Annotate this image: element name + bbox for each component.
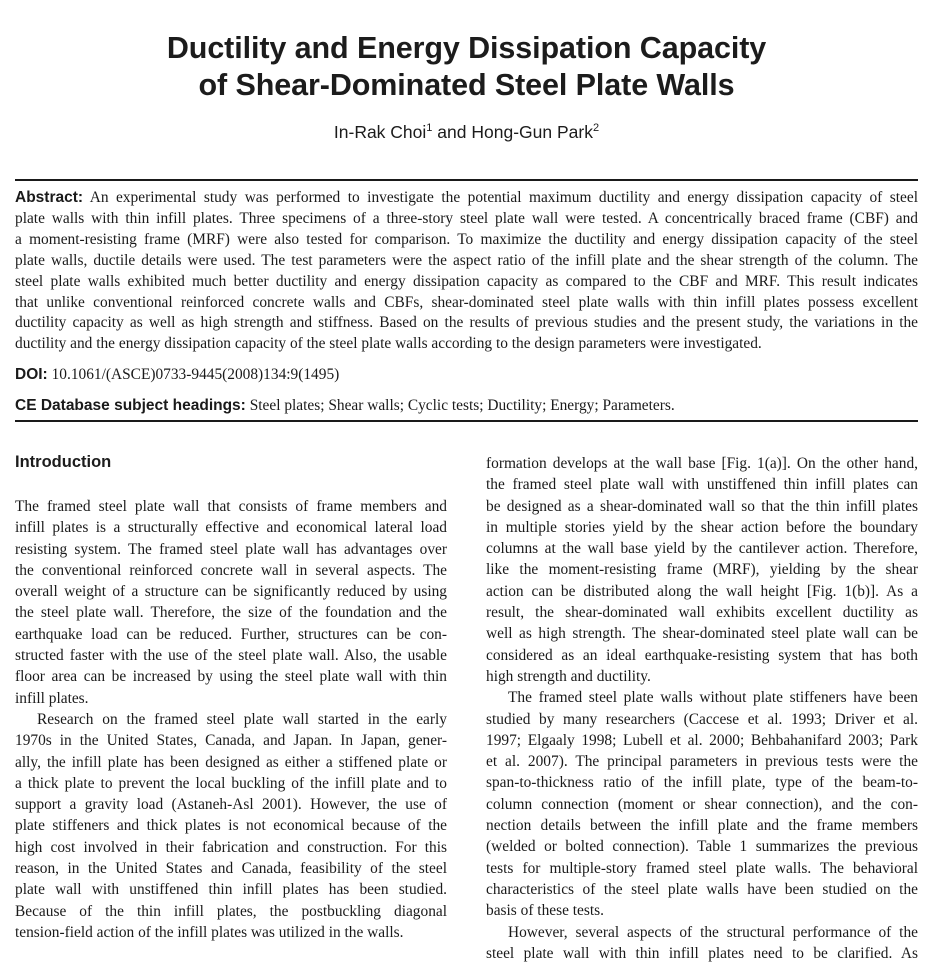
body-line: Research on the framed steel plate wall started in the early [37,710,447,728]
top-divider [15,179,918,181]
body-line: tests for multiple-story framed steel plate walls. The behavioral [486,859,918,877]
body-line: span-to-thickness ratio of the infill plate, type of the beam-to- [486,774,918,792]
abstract-line-text: that unlike conventional reinforced concrete walls and CBFs, shear-dominated steel plate walls with thin infill plates possess excellent [15,293,918,311]
body-line: Because of the thin infill plates, the postbuckling diagonal [15,902,447,920]
abstract-line-text: a moment-resisting frame (MRF) were also tested for comparison. To maximize the ductility and energy dissipation capacity of the steel [15,230,918,248]
abstract-line [15,313,918,334]
body-line: plate wall with unstiffened thin infill plates has been studied. [15,881,447,899]
body-line: reason, in the United States and Canada, feasibility of the steel [15,860,447,878]
subject-headings-value: Steel plates; Shear walls; Cyclic tests; Ductility; Energy; Parameters. [249,397,675,414]
doi-line [15,364,918,385]
body-line: in multiple stories yield by the shear action before the boundary [486,518,918,536]
author-conjunction: and [437,122,467,142]
body-line: (welded or bolted connection). Table 1 summarizes the previous [486,838,918,856]
body-line: basis of these tests. [486,902,604,920]
author-name: In-Rak Choi [333,122,427,142]
bottom-divider [15,420,918,422]
abstract-label: Abstract: [15,189,84,206]
body-line: result, the shear-dominated wall exhibits excellent ductility as [486,604,918,622]
body-paragraph [486,453,918,687]
body-line: steel plate wall with thin infill plates need to be clarified. As [486,944,918,962]
abstract-line [15,251,918,272]
affiliation-mark: 1 [426,122,433,134]
body-line: considered as an ideal earthquake-resisting system that has both [486,646,918,664]
body-line: the steel plate wall. Therefore, the size of the foundation and the [15,604,447,622]
body-line: The framed steel plate walls without plate stiffeners have been [508,689,918,707]
body-line: high strength and ductility. [486,667,651,685]
body-line: earthquake load can be reduced. Further, structures can be con- [15,625,447,643]
body-line: the framed steel plate wall with unstiffened thin infill plates can [486,476,918,494]
body-line: a thick plate to prevent the local buckling of the infill plate and to [15,774,447,792]
abstract-line-text: steel plate walls exhibited much better ductility and energy dissipation capacity as compared to the CBF and MRF. This result indicates [15,272,918,290]
right-column [486,453,918,964]
abstract-line-text: ductility and the energy dissipation capacity of the steel plate walls according to the design parameters were investigated. [15,335,762,353]
abstract-line [15,293,918,314]
body-line: overall weight of a structure can be significantly reduced by using [15,583,447,601]
body-line: resisting system. The framed steel plate wall has advantages over [15,540,447,558]
body-paragraph [486,922,918,964]
body-line: ally, the infill plate has been designed as either a stiffened plate or [15,753,447,771]
abstract-line [15,209,918,230]
abstract-line [15,188,918,209]
abstract-line [15,272,918,293]
body-line: columns at the wall base yield by the cantilever action. Therefore, [486,540,918,558]
body-paragraph [15,496,447,709]
body-line: floor area can be increased by using the steel plate wall with thin [15,668,447,686]
affiliation-mark: 2 [592,122,600,134]
abstract-line-text: plate walls, ductile details were used. The test parameters were the aspect ratio of the infill plate and the shear strength of the column. The [15,251,918,269]
body-line: infill plates. [15,689,89,707]
author-name: Hong-Gun Park [471,122,593,142]
author-list [0,122,933,143]
abstract-line-text: plate walls with thin infill plates. Three specimens of a three-story steel plate wall were tested. A concentrically braced frame (CBF) and [15,209,918,227]
body-line: infill plates is a structurally effective and economical lateral load [15,519,447,537]
abstract-line [15,334,918,355]
body-line: be designed as a shear-dominated wall so that the thin infill plates [486,497,918,515]
body-paragraph [15,709,447,943]
subject-headings [15,395,918,416]
paper-title-line-2: of Shear-Dominated Steel Plate Walls [198,68,735,102]
doi-value[interactable]: 10.1061/(ASCE)0733-9445(2008)134:9(1495) [51,366,340,383]
body-line: The framed steel plate wall that consists of frame members and [15,498,447,515]
abstract-line-text: ductility capacity as well as high strength and stiffness. Based on the results of previous studies and the present study, the variations in the [15,314,918,332]
body-line: column connection (moment or shear connection), and the con- [486,795,918,813]
body-line: nection details between the infill plate and the frame members [486,817,918,835]
body-line: plate stiffeners and thick plates is not economical because of the [15,817,447,835]
abstract-block [15,188,918,355]
paper-title [0,30,933,104]
body-line: high cost involved in their fabrication and construction. For this [15,838,447,856]
body-line: 1997; Elgaaly 1998; Lubell et al. 2000; Behbahanifard 2003; Park [486,731,918,749]
body-line: studied by many researchers (Caccese et al. 1993; Driver et al. [486,710,918,728]
body-line: tension-field action of the infill plates was utilized in the walls. [15,923,404,941]
body-line: the conventional reinforced concrete wall in several aspects. The [15,561,447,579]
abstract-line-text: An experimental study was performed to investigate the potential maximum ductility and energy dissipation capacity of steel [89,189,918,206]
section-heading-introduction: Introduction [15,453,112,471]
body-line: support a gravity load (Astaneh-Asl 2001). However, the use of [15,796,447,814]
body-line: like the moment-resisting frame (MRF), yielding by the shear [486,561,918,579]
body-line: 1970s in the United States, Canada, and Japan. In Japan, gener- [15,732,447,750]
left-column [15,496,447,943]
doi-label: DOI: [15,366,48,383]
body-line: characteristics of the steel plate walls have been studied on the [486,880,918,898]
body-line: formation develops at the wall base [Fig. 1(a)]. On the other hand, [486,455,918,472]
body-line: structed faster with the use of the steel plate wall. Also, the usable [15,647,447,665]
subject-headings-label: CE Database subject headings: [15,397,246,414]
body-line: well as high strength. The shear-dominated steel plate wall can be [486,625,918,643]
body-line: However, several aspects of the structural performance of the [508,923,918,941]
paper-title-line-1: Ductility and Energy Dissipation Capacity [166,31,767,65]
body-line: action can be distributed along the wall height [Fig. 1(b)]. As a [486,582,918,600]
body-line: et al. 2007). The principal parameters in previous tests were the [486,753,918,771]
body-paragraph [486,687,918,921]
abstract-line [15,230,918,251]
